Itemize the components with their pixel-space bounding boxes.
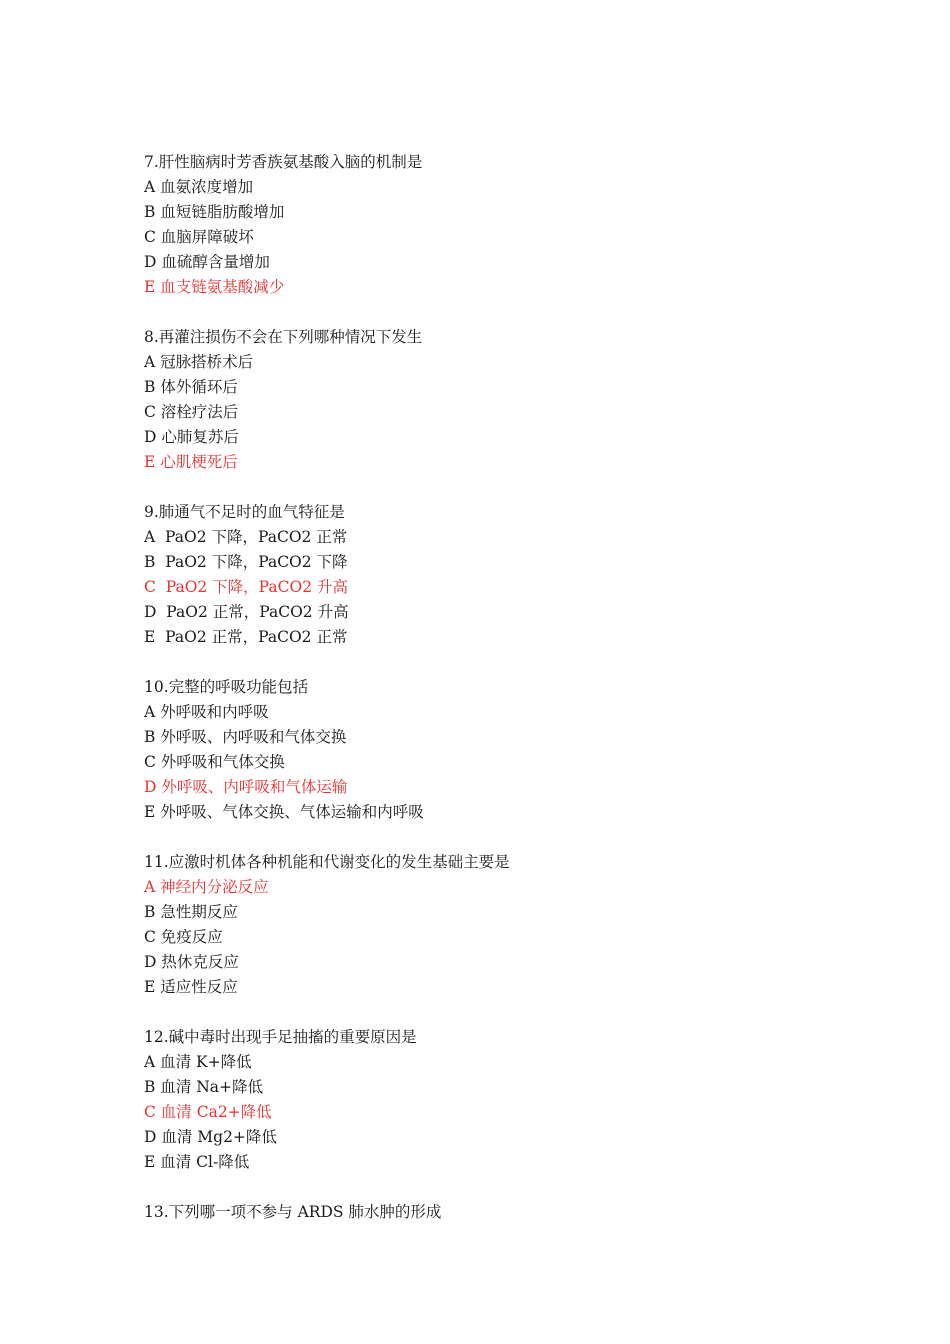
answer-option: A 血清 K+降低 xyxy=(144,1053,252,1071)
question-stem: 11.应激时机体各种机能和代谢变化的发生基础主要是 xyxy=(144,853,510,871)
answer-option: B PaO2 下降，PaCO2 下降 xyxy=(144,553,348,571)
question-list xyxy=(144,150,844,1250)
answer-option: A 血氨浓度增加 xyxy=(144,178,254,196)
correct-answer-option: C 血清 Ca2+降低 xyxy=(144,1103,272,1121)
answer-option: E 血清 Cl-降低 xyxy=(144,1153,250,1171)
answer-option: E 适应性反应 xyxy=(144,978,238,996)
answer-option: B 血清 Na+降低 xyxy=(144,1078,264,1096)
question-block xyxy=(144,325,844,475)
answer-option: D 热休克反应 xyxy=(144,953,239,971)
question-stem: 9.肺通气不足时的血气特征是 xyxy=(144,503,345,521)
answer-option: C 免疫反应 xyxy=(144,928,223,946)
answer-option: B 外呼吸、内呼吸和气体交换 xyxy=(144,728,347,746)
answer-option: C 溶栓疗法后 xyxy=(144,403,239,421)
answer-option: A PaO2 下降，PaCO2 正常 xyxy=(144,528,348,546)
question-block xyxy=(144,150,844,300)
answer-option: E 外呼吸、气体交换、气体运输和内呼吸 xyxy=(144,803,424,821)
correct-answer-option: E 心肌梗死后 xyxy=(144,453,238,471)
answer-option: C 血脑屏障破坏 xyxy=(144,228,254,246)
answer-option: A 外呼吸和内呼吸 xyxy=(144,703,269,721)
answer-option: D 血清 Mg2+降低 xyxy=(144,1128,277,1146)
question-stem: 8.再灌注损伤不会在下列哪种情况下发生 xyxy=(144,328,423,346)
question-block xyxy=(144,675,844,825)
correct-answer-option: E 血支链氨基酸减少 xyxy=(144,278,285,296)
correct-answer-option: C PaO2 下降，PaCO2 升高 xyxy=(144,578,349,596)
question-stem: 13.下列哪一项不参与 ARDS 肺水肿的形成 xyxy=(144,1203,442,1221)
question-stem: 12.碱中毒时出现手足抽搐的重要原因是 xyxy=(144,1028,417,1046)
question-block xyxy=(144,850,844,1000)
question-block xyxy=(144,1200,844,1225)
answer-option: B 急性期反应 xyxy=(144,903,238,921)
question-block xyxy=(144,500,844,650)
answer-option: D PaO2 正常，PaCO2 升高 xyxy=(144,603,349,621)
answer-option: A 冠脉搭桥术后 xyxy=(144,353,254,371)
question-stem: 10.完整的呼吸功能包括 xyxy=(144,678,309,696)
correct-answer-option: A 神经内分泌反应 xyxy=(144,878,269,896)
answer-option: D 心肺复苏后 xyxy=(144,428,239,446)
answer-option: C 外呼吸和气体交换 xyxy=(144,753,285,771)
answer-option: B 体外循环后 xyxy=(144,378,238,396)
question-block xyxy=(144,1025,844,1175)
answer-option: E PaO2 正常，PaCO2 正常 xyxy=(144,628,348,646)
answer-option: D 血硫醇含量增加 xyxy=(144,253,270,271)
question-stem: 7.肝性脑病时芳香族氨基酸入脑的机制是 xyxy=(144,153,423,171)
answer-option: B 血短链脂肪酸增加 xyxy=(144,203,285,221)
correct-answer-option: D 外呼吸、内呼吸和气体运输 xyxy=(144,778,348,796)
